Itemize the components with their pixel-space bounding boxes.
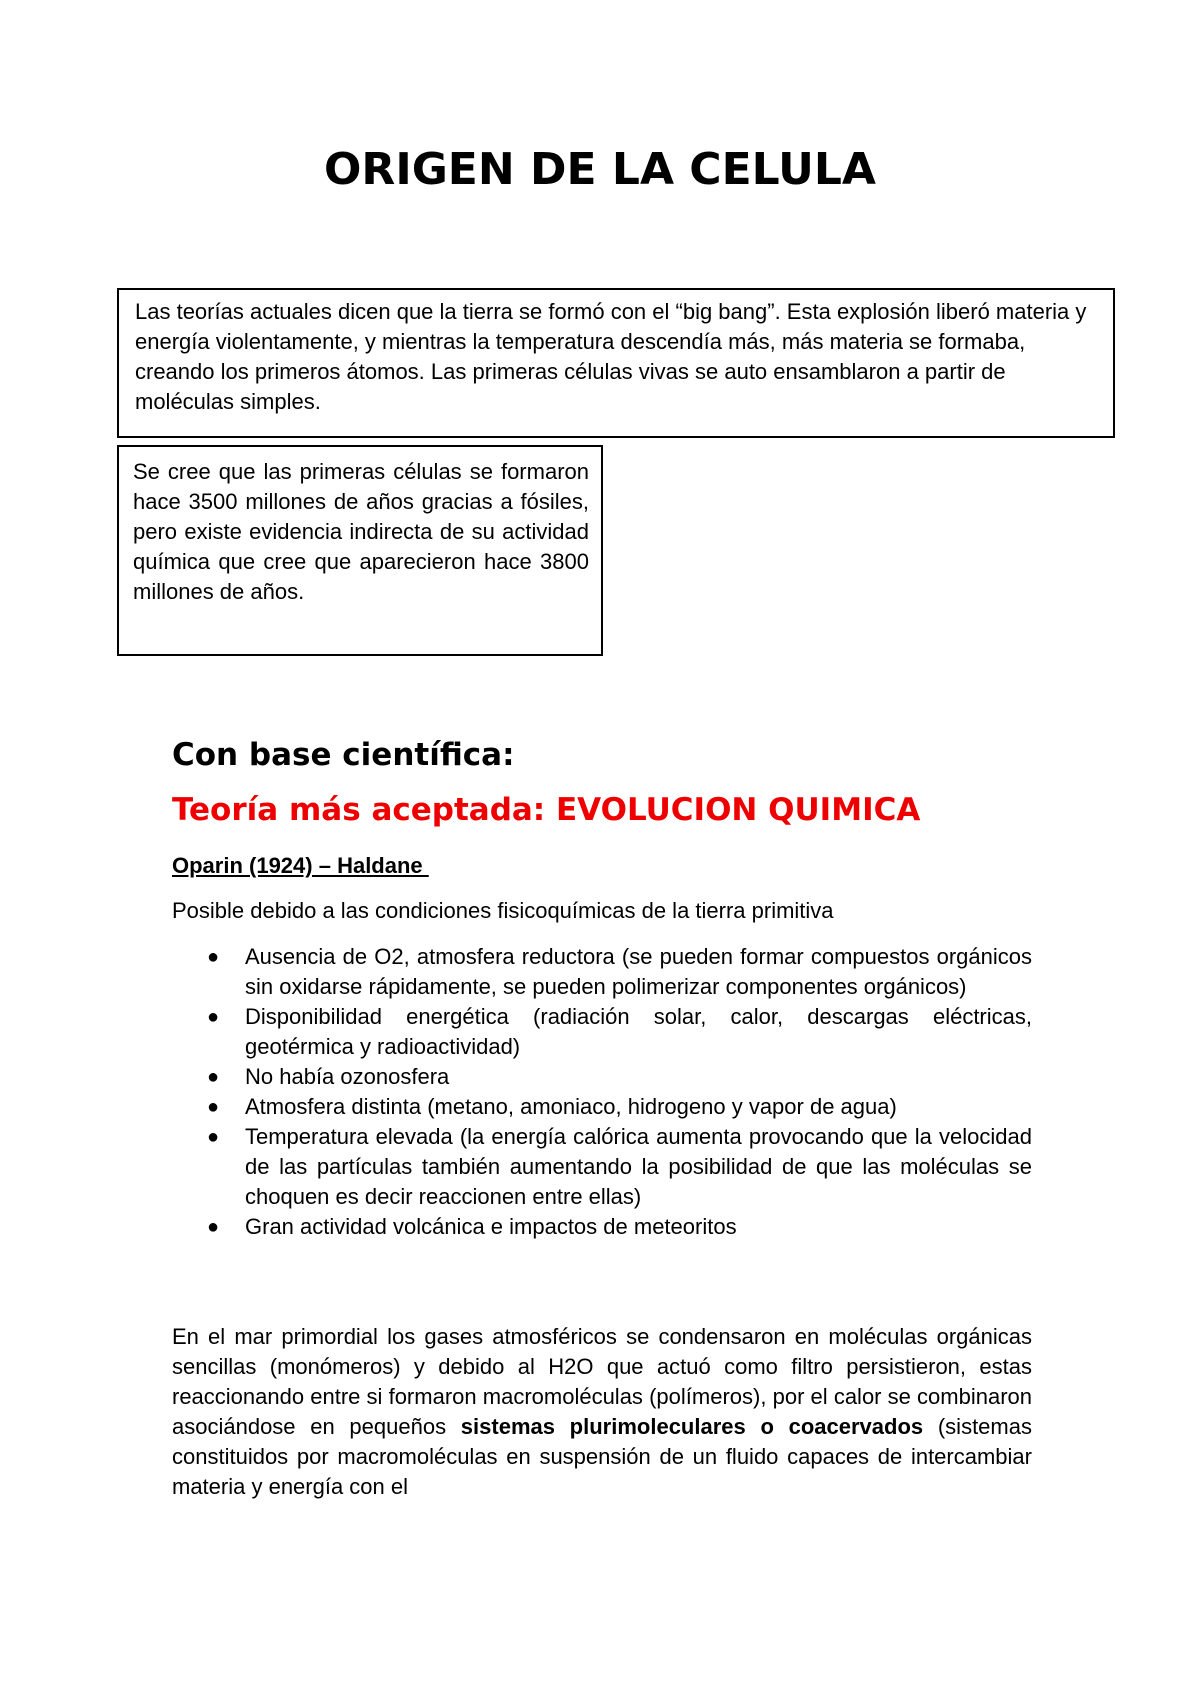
conditions-list <box>172 942 1032 1242</box>
primordial-sea-paragraph <box>172 1322 1032 1502</box>
list-item-text: No había ozonosfera <box>245 1064 450 1089</box>
paragraph-bold-term: sistemas plurimoleculares o coacervados <box>460 1414 924 1439</box>
first-cells-text: Se cree que las primeras células se formaron hace 3500 millones de años gracias a fósiles, pero existe evidencia indirecta de su actividad química que cree que aparecieron hace 3800 millones de años. <box>133 459 589 604</box>
bullet-icon: ● <box>207 1066 220 1088</box>
document-title: ORIGEN DE LA CELULA <box>324 144 876 195</box>
scientific-basis-heading: Con base científica: <box>172 737 515 773</box>
first-cells-textbox <box>117 445 603 656</box>
list-item <box>172 1092 1032 1122</box>
list-item <box>172 1212 1032 1242</box>
list-item-text: Atmosfera distinta (metano, amoniaco, hidrogeno y vapor de agua) <box>245 1094 897 1119</box>
bullet-icon: ● <box>207 1006 220 1028</box>
bullet-icon: ● <box>207 1126 220 1148</box>
list-item <box>172 1062 1032 1092</box>
list-item-text: Disponibilidad energética (radiación solar, calor, descargas eléctricas, geotérmica y radioactividad) <box>245 1004 1032 1059</box>
list-item-text: Ausencia de O2, atmosfera reductora (se pueden formar compuestos orgánicos sin oxidarse rápidamente, se pueden polimerizar componentes orgánicos) <box>245 944 1032 999</box>
big-bang-text: Las teorías actuales dicen que la tierra se formó con el “big bang”. Esta explosión liberó materia y energía violentamente, y mientras la temperatura descendía más, más materia se formaba, creando los primeros átomos. Las primeras células vivas se auto ensamblaron a partir de moléculas simples. <box>135 299 1087 414</box>
list-item-text: Gran actividad volcánica e impactos de meteoritos <box>245 1214 737 1239</box>
theory-heading: Teoría más aceptada: EVOLUCION QUIMICA <box>172 792 921 828</box>
list-item <box>172 1122 1032 1212</box>
list-item-text: Temperatura elevada (la energía calórica aumenta provocando que la velocidad de las partículas también aumentando la posibilidad de que las moléculas se choquen es decir reaccionen entre ellas) <box>245 1124 1032 1209</box>
list-item <box>172 1002 1032 1062</box>
list-item <box>172 942 1032 1002</box>
paragraph-text-end: (sistemas constituidos por macromoléculas en suspensión de un fluido capaces de intercambiar materia y energía con el <box>172 1414 1032 1499</box>
authors-subheading: Oparin (1924) – Haldane <box>172 853 429 878</box>
paragraph-text-start: En el mar primordial los gases atmosféricos se condensaron en moléculas orgánicas sencillas (monómeros) y debido al H2O que actuó como filtro persistieron, estas reaccionando entre si formaron macromoléculas (polímeros), por el calor se combinaron asociándose en pequeños <box>172 1324 1032 1439</box>
bullet-icon: ● <box>207 1096 220 1118</box>
big-bang-textbox <box>117 288 1115 438</box>
bullet-icon: ● <box>207 1216 220 1238</box>
bullet-icon: ● <box>207 946 220 968</box>
intro-text: Posible debido a las condiciones fisicoquímicas de la tierra primitiva <box>172 898 834 923</box>
